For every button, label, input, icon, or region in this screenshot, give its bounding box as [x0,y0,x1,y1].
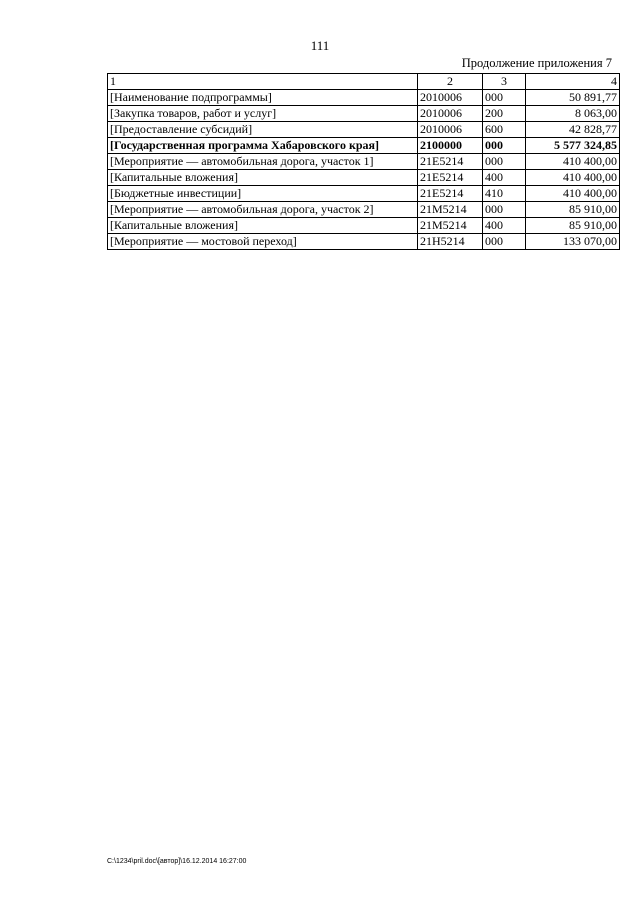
row-type: 410 [483,186,526,202]
row-description: [Государственная программа Хабаровского края] [108,138,418,154]
budget-table [107,73,620,250]
row-code: 2010006 [418,90,483,106]
table-row [108,122,620,138]
row-code: 2100000 [418,138,483,154]
row-description: [Мероприятие — автомобильная дорога, участок 2] [108,202,418,218]
row-code: 21M5214 [418,218,483,234]
row-description: [Наименование подпрограммы] [108,90,418,106]
row-type: 000 [483,234,526,250]
row-type: 400 [483,218,526,234]
row-amount: 5 577 324,85 [526,138,620,154]
row-description: [Капитальные вложения] [108,218,418,234]
row-amount: 133 070,00 [526,234,620,250]
row-description: [Мероприятие — автомобильная дорога, участок 1] [108,154,418,170]
row-code: 21H5214 [418,234,483,250]
row-type: 000 [483,138,526,154]
table-row [108,90,620,106]
table-row [108,138,620,154]
table-row [108,234,620,250]
table-row [108,186,620,202]
row-code: 2010006 [418,122,483,138]
continuation-label: Продолжение приложения 7 [461,56,612,70]
row-description: [Бюджетные инвестиции] [108,186,418,202]
row-description: [Закупка товаров, работ и услуг] [108,106,418,122]
table-body [108,90,620,250]
row-description: [Мероприятие — мостовой переход] [108,234,418,250]
table-row [108,202,620,218]
row-description: [Капитальные вложения] [108,170,418,186]
table-row [108,218,620,234]
page-number: 111 [310,38,330,53]
table-header-row [108,74,620,90]
row-type: 000 [483,202,526,218]
row-amount: 410 400,00 [526,170,620,186]
row-description: [Предоставление субсидий] [108,122,418,138]
footer-file-path: C:\1234\pril.doc\[автор]\16.12.2014 16:27:00 [107,858,247,865]
row-type: 000 [483,154,526,170]
row-code: 21E5214 [418,154,483,170]
row-code: 2010006 [418,106,483,122]
header-col-2: 2 [418,74,483,90]
row-code: 21E5214 [418,186,483,202]
row-amount: 50 891,77 [526,90,620,106]
row-amount: 410 400,00 [526,154,620,170]
row-amount: 410 400,00 [526,186,620,202]
row-type: 000 [483,90,526,106]
row-code: 21E5214 [418,170,483,186]
header-col-4: 4 [526,74,620,90]
row-type: 400 [483,170,526,186]
row-type: 200 [483,106,526,122]
row-code: 21M5214 [418,202,483,218]
row-amount: 42 828,77 [526,122,620,138]
header-col-3: 3 [483,74,526,90]
row-amount: 85 910,00 [526,218,620,234]
table-row [108,106,620,122]
row-amount: 8 063,00 [526,106,620,122]
row-amount: 85 910,00 [526,202,620,218]
row-type: 600 [483,122,526,138]
table-row [108,154,620,170]
header-col-1: 1 [108,74,418,90]
table-row [108,170,620,186]
